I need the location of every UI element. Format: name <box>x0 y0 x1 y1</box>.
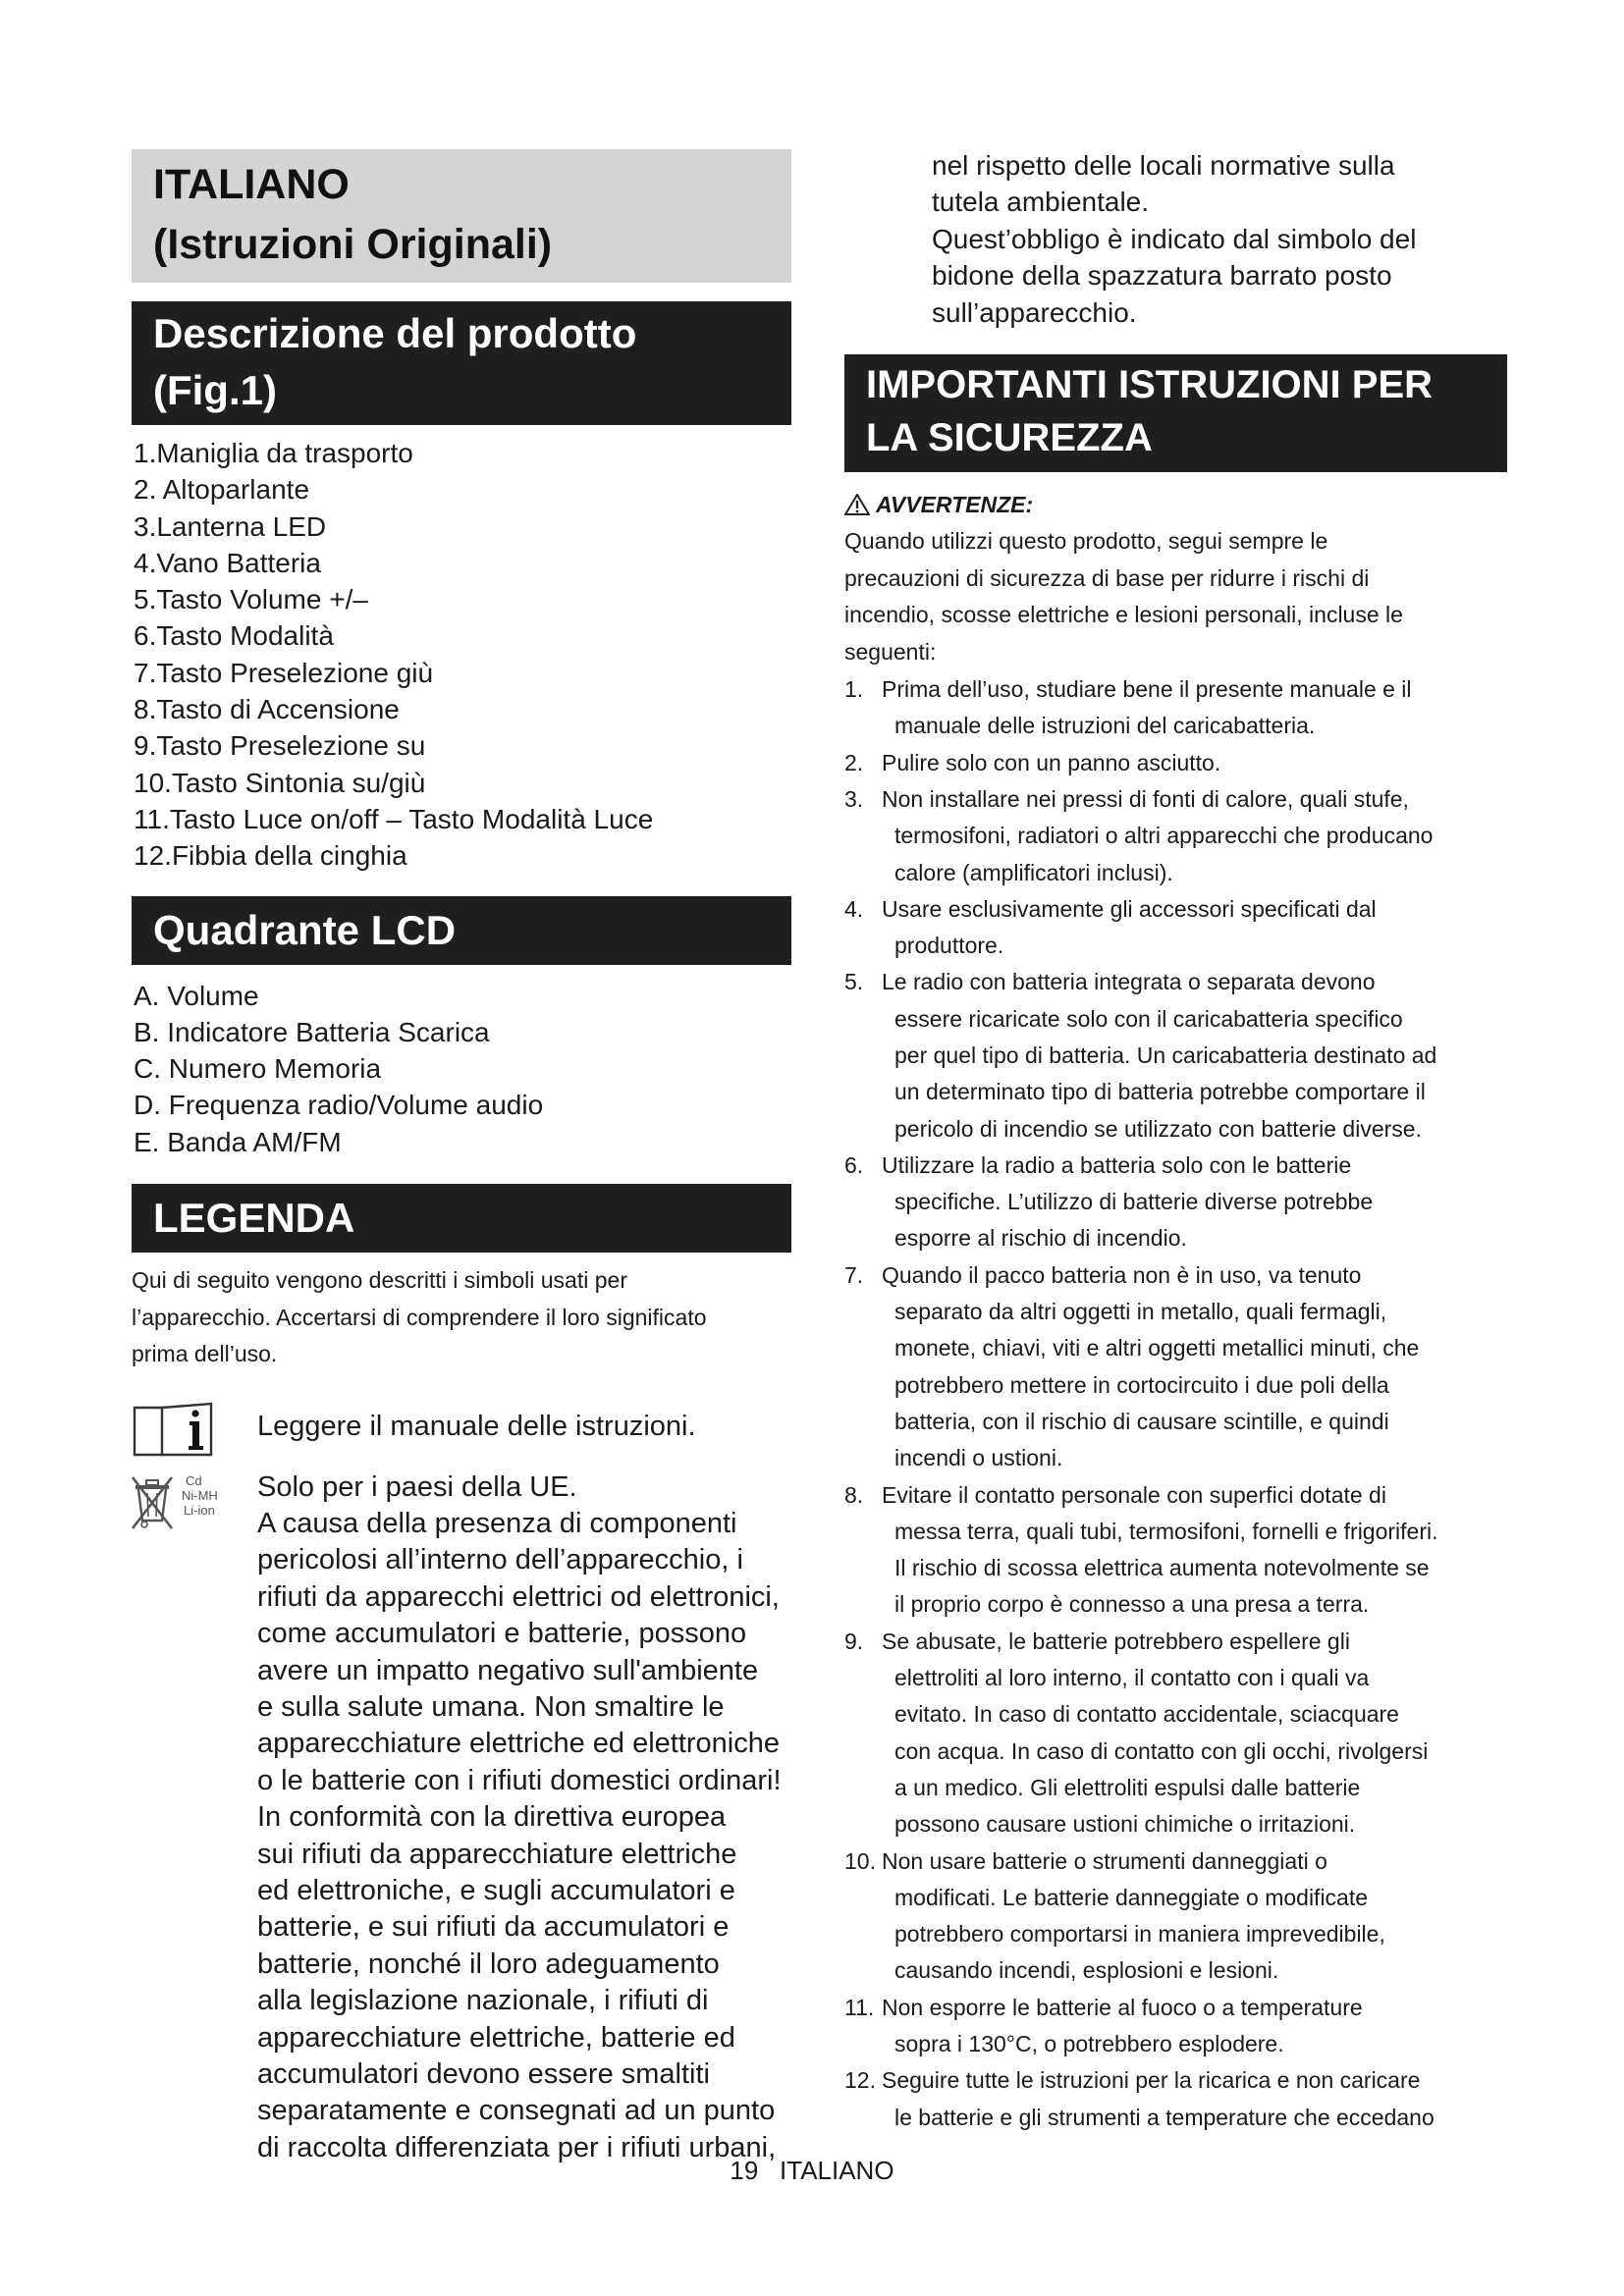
safety-item <box>844 745 1507 781</box>
product-item-number: 9. <box>134 730 157 762</box>
safety-item-text <box>882 1477 1507 1624</box>
safety-item-text <box>882 1843 1507 1990</box>
safety-item-line: pericolo di incendio se utilizzato con batterie diverse. <box>894 1115 1422 1142</box>
lcd-item-letter: E. <box>134 1126 168 1157</box>
safety-item-line: separato da altri oggetti in metallo, quali fermagli, <box>894 1299 1387 1325</box>
safety-item-line: il proprio corpo è connesso a una presa a terra. <box>894 1591 1370 1618</box>
weee-label-cd: Cd <box>186 1472 202 1488</box>
product-item-number: 8. <box>134 694 157 725</box>
product-item-number: 12. <box>134 840 172 872</box>
product-item-label: Tasto Preselezione su <box>156 730 426 762</box>
safety-item-line: possono causare ustioni chimiche o irritazioni. <box>894 1811 1356 1838</box>
warning-intro-line: seguenti: <box>844 638 937 665</box>
page-number: 19 <box>730 2156 759 2185</box>
safety-item-line: modificati. Le batterie danneggiate o modificate <box>894 1884 1369 1910</box>
safety-item-line: sopra i 130°C, o potrebbero esplodere. <box>894 2031 1284 2057</box>
product-item <box>132 837 791 874</box>
product-item-number: 1. <box>134 438 157 468</box>
continuation-line: nel rispetto delle locali normative sulla <box>932 150 1395 181</box>
lcd-item <box>132 1014 791 1050</box>
safety-item-number: 3. <box>844 785 864 812</box>
language-subtitle: (Istruzioni Originali) <box>153 221 553 268</box>
safety-item <box>844 1257 1507 1477</box>
lcd-item-label: Indicatore Batteria Scarica <box>167 1016 490 1047</box>
safety-item-number: 7. <box>844 1261 864 1288</box>
symbol-row-weee <box>132 1469 791 2167</box>
right-column <box>844 147 1507 2136</box>
product-item-label: Tasto Volume +/– <box>156 584 368 615</box>
safety-item-text <box>882 2062 1507 2136</box>
legend-heading-text: LEGENDA <box>153 1195 355 1242</box>
weee-text-line: e sulla salute umana. Non smaltire le <box>257 1690 725 1723</box>
product-item-number: 5. <box>134 584 157 615</box>
product-item-number: 2. <box>134 474 157 506</box>
weee-label-liion: Li-ion <box>184 1502 215 1518</box>
safety-item-line: potrebbero mettere in cortocircuito i due poli della <box>894 1371 1389 1398</box>
safety-item-text <box>882 1624 1507 1843</box>
footer-language: ITALIANO <box>780 2156 894 2185</box>
left-column <box>132 149 791 2166</box>
lcd-item-letter: D. <box>134 1090 169 1121</box>
weee-text-line: batterie, nonché il loro adeguamento <box>257 1948 720 1980</box>
lcd-item <box>132 978 791 1014</box>
product-item-label: Vano Batteria <box>156 547 321 578</box>
crossed-bin-icon <box>132 1471 240 1537</box>
safety-item-line: calore (amplificatori inclusi). <box>894 859 1173 885</box>
safety-item-line: Pulire solo con un panno asciutto. <box>882 749 1221 775</box>
safety-item-line: termosifoni, radiatori o altri apparecchi che producano <box>894 823 1434 849</box>
product-item-label: Tasto Luce on/off – Tasto Modalità Luce <box>169 803 654 834</box>
safety-item-text <box>882 745 1507 781</box>
weee-text-line: sui rifiuti da apparecchiature elettriche <box>257 1838 737 1870</box>
lcd-item-letter: A. <box>134 980 168 1011</box>
safety-item-number: 6. <box>844 1151 864 1178</box>
weee-text-line: batterie, e sui rifiuti da accumulatori e <box>257 1911 730 1944</box>
safety-item-text <box>882 781 1507 891</box>
safety-item-line: causando incendi, esplosioni e lesioni. <box>894 1957 1279 1984</box>
product-item-label: Lanterna LED <box>156 510 327 542</box>
safety-item <box>844 781 1507 891</box>
product-item <box>132 471 791 507</box>
product-heading-line2: (Fig.1) <box>153 367 277 413</box>
safety-item-number: 4. <box>844 895 864 922</box>
safety-item-number: 11. <box>844 1994 875 2020</box>
safety-item-line: Quando il pacco batteria non è in uso, va tenuto <box>882 1261 1362 1288</box>
product-item-label: Tasto di Accensione <box>156 694 400 725</box>
safety-item-number: 2. <box>844 749 864 775</box>
continuation-line: bidone della spazzatura barrato posto <box>932 260 1392 292</box>
lcd-item-label: Banda AM/FM <box>167 1126 342 1157</box>
weee-text-line: come accumulatori e batterie, possono <box>257 1618 747 1650</box>
product-item-label: Maniglia da trasporto <box>156 438 413 468</box>
weee-text <box>257 1469 791 2167</box>
continuation-line: Quest’obbligo è indicato dal simbolo del <box>932 223 1417 254</box>
warning-title <box>844 490 1507 519</box>
safety-heading-line1: IMPORTANTI ISTRUZIONI PER <box>866 363 1434 407</box>
safety-item <box>844 1990 1507 2063</box>
warning-intro-line: precauzioni di sicurezza di base per ridurre i rischi di <box>844 564 1370 591</box>
lcd-item <box>132 1124 791 1160</box>
lcd-item-label: Volume <box>167 980 259 1011</box>
product-item-number: 4. <box>134 547 157 578</box>
weee-text-line: A causa della presenza di componenti <box>257 1507 737 1539</box>
safety-item-line: monete, chiavi, viti e altri oggetti metallici minuti, che <box>894 1335 1420 1362</box>
safety-item-line: le batterie e gli strumenti a temperature che eccedano <box>894 2104 1435 2130</box>
lcd-item-letter: C. <box>134 1053 169 1085</box>
safety-item-line: manuale delle istruzioni del caricabatteria. <box>894 713 1316 739</box>
read-manual-text: Leggere il manuale delle istruzioni. <box>257 1410 696 1442</box>
product-item-number: 10. <box>134 767 172 798</box>
safety-item-number: 1. <box>844 676 864 703</box>
lcd-item <box>132 1050 791 1087</box>
product-item-label: Fibbia della cinghia <box>171 840 407 872</box>
safety-item <box>844 2062 1507 2136</box>
safety-item-line: un determinato tipo di batteria potrebbe comportare il <box>894 1079 1426 1105</box>
continuation-line: sull’apparecchio. <box>932 296 1137 328</box>
safety-item-line: per quel tipo di batteria. Un caricabatteria destinato ad <box>894 1042 1437 1068</box>
safety-item-line: produttore. <box>894 933 1004 959</box>
weee-label-nimh: Ni-MH <box>182 1487 218 1503</box>
safety-item-line: Non installare nei pressi di fonti di calore, quali stufe, <box>882 785 1409 812</box>
safety-item-text <box>882 1257 1507 1477</box>
product-item-label: Tasto Sintonia su/giù <box>171 767 426 798</box>
lcd-item-letter: B. <box>134 1016 168 1047</box>
safety-item <box>844 964 1507 1147</box>
weee-text-line: ed elettroniche, e sugli accumulatori e <box>257 1875 735 1907</box>
product-item-label: Tasto Modalità <box>156 620 334 652</box>
product-item <box>132 435 791 471</box>
weee-text-line: alla legislazione nazionale, i rifiuti di <box>257 1985 709 2017</box>
safety-item <box>844 1624 1507 1843</box>
safety-item-line: Usare esclusivamente gli accessori specificati dal <box>882 895 1377 922</box>
safety-item-line: Il rischio di scossa elettrica aumenta notevolmente se <box>894 1555 1430 1581</box>
lcd-item <box>132 1087 791 1123</box>
safety-item-line: essere ricaricate solo con il caricabatteria specifico <box>894 1005 1403 1032</box>
legend-intro-line: prima dell’uso. <box>132 1341 278 1367</box>
safety-item-line: con acqua. In caso di contatto con gli occhi, rivolgersi <box>894 1737 1429 1764</box>
lcd-heading-text: Quadrante LCD <box>153 906 457 953</box>
safety-item-text <box>882 671 1507 745</box>
lcd-heading <box>132 896 791 965</box>
safety-item-line: Utilizzare la radio a batteria solo con le batterie <box>882 1151 1352 1178</box>
product-item <box>132 581 791 617</box>
safety-item-line: messa terra, quali tubi, termosifoni, fornelli e frigoriferi. <box>894 1518 1438 1544</box>
safety-item <box>844 891 1507 965</box>
warning-triangle-icon <box>844 494 870 515</box>
safety-item <box>844 1477 1507 1624</box>
product-item-number: 7. <box>134 657 157 688</box>
product-item <box>132 617 791 654</box>
safety-item-number: 8. <box>844 1481 864 1508</box>
product-item <box>132 545 791 581</box>
safety-item-line: Evitare il contatto personale con superfici dotate di <box>882 1481 1386 1508</box>
product-item-label: Altoparlante <box>156 474 310 506</box>
safety-item <box>844 671 1507 745</box>
product-item <box>132 508 791 545</box>
safety-item-text <box>882 1148 1507 1257</box>
safety-item-line: Non usare batterie o strumenti danneggiati o <box>882 1847 1327 1874</box>
safety-item-line: specifiche. L’utilizzo di batterie diverse potrebbe <box>894 1189 1374 1215</box>
safety-item-line: incendi o ustioni. <box>894 1445 1063 1471</box>
product-heading-line1: Descrizione del prodotto <box>153 310 637 356</box>
product-item <box>132 801 791 837</box>
safety-item-line: evitato. In caso di contatto accidentale, sciacquare <box>894 1701 1399 1728</box>
weee-text-line: pericolosi all’interno dell’apparecchio, i <box>257 1544 743 1576</box>
product-item-number: 11. <box>134 803 170 834</box>
read-manual-icon <box>132 1401 214 1463</box>
language-title-box <box>132 149 791 283</box>
product-parts-list <box>132 435 791 875</box>
warning-title-text: AVVERTENZE: <box>876 492 1034 518</box>
safety-item-text <box>882 891 1507 965</box>
safety-heading <box>844 354 1507 472</box>
safety-heading-line2: LA SICUREZZA <box>866 416 1153 460</box>
weee-text-line: Solo per i paesi della UE. <box>257 1470 577 1503</box>
safety-item-number: 10. <box>844 1847 876 1874</box>
safety-item-line: esporre al rischio di incendio. <box>894 1225 1187 1252</box>
safety-item-number: 9. <box>844 1628 864 1654</box>
continuation-text <box>839 147 1507 331</box>
safety-item-number: 12. <box>844 2067 876 2094</box>
continuation-line: tutela ambientale. <box>932 187 1150 218</box>
safety-item-line: Seguire tutte le istruzioni per la ricarica e non caricare <box>882 2067 1421 2094</box>
product-item <box>132 727 791 764</box>
warning-intro-line: incendio, scosse elettriche e lesioni personali, incluse le <box>844 602 1403 628</box>
weee-text-line: di raccolta differenziata per i rifiuti urbani, <box>257 2131 777 2163</box>
language-title: ITALIANO <box>153 161 350 208</box>
weee-text-line: accumulatori devono essere smaltiti <box>257 2058 710 2091</box>
safety-item-line: Non esporre le batterie al fuoco o a temperature <box>882 1994 1363 2020</box>
safety-item <box>844 1843 1507 1990</box>
product-item <box>132 765 791 801</box>
safety-instructions-list <box>844 671 1507 2136</box>
safety-item-line: Se abusate, le batterie potrebbero espellere gli <box>882 1628 1350 1654</box>
product-item <box>132 655 791 691</box>
safety-item-number: 5. <box>844 969 864 995</box>
safety-item-text <box>882 1990 1507 2063</box>
safety-item-line: Le radio con batteria integrata o separata devono <box>882 969 1376 995</box>
page-footer <box>0 2156 1624 2185</box>
weee-text-line: o le batterie con i rifiuti domestici ordinari! <box>257 1764 782 1796</box>
safety-item-line: elettroliti al loro interno, il contatto con i quali va <box>894 1665 1370 1691</box>
safety-item-text <box>882 964 1507 1147</box>
safety-item <box>844 1148 1507 1257</box>
safety-item-line: potrebbero comportarsi in maniera imprevedibile, <box>894 1921 1385 1948</box>
weee-text-line: avere un impatto negativo sull'ambiente <box>257 1654 759 1686</box>
weee-text-line: rifiuti da apparecchi elettrici od elettronici, <box>257 1580 780 1613</box>
symbol-row-manual <box>132 1399 791 1458</box>
product-item <box>132 691 791 727</box>
weee-text-line: apparecchiature elettriche, batterie ed <box>257 2021 735 2054</box>
product-item-label: Tasto Preselezione giù <box>156 657 434 688</box>
weee-text-line: In conformità con la direttiva europea <box>257 1801 727 1834</box>
product-item-number: 3. <box>134 510 157 542</box>
legend-intro-line: l’apparecchio. Accertarsi di comprendere il loro significato <box>132 1304 707 1330</box>
lcd-items-list <box>132 978 791 1160</box>
legend-intro-line: Qui di seguito vengono descritti i simboli usati per <box>132 1267 627 1294</box>
safety-item-line: Prima dell’uso, studiare bene il presente manuale e il <box>882 676 1412 703</box>
safety-item-line: a un medico. Gli elettroliti espulsi dalle batterie <box>894 1774 1361 1800</box>
legend-intro <box>132 1262 791 1373</box>
safety-item-line: batteria, con il rischio di causare scintille, e quindi <box>894 1408 1389 1434</box>
warning-intro <box>844 523 1507 670</box>
lcd-item-label: Numero Memoria <box>168 1053 382 1085</box>
legend-heading <box>132 1184 791 1253</box>
product-item-number: 6. <box>134 620 157 652</box>
lcd-item-label: Frequenza radio/Volume audio <box>168 1090 544 1121</box>
warning-intro-line: Quando utilizzi questo prodotto, segui sempre le <box>844 528 1328 555</box>
weee-text-line: separatamente e consegnati ad un punto <box>257 2095 776 2127</box>
weee-text-line: apparecchiature elettriche ed elettroniche <box>257 1728 780 1760</box>
product-description-heading <box>132 301 791 425</box>
